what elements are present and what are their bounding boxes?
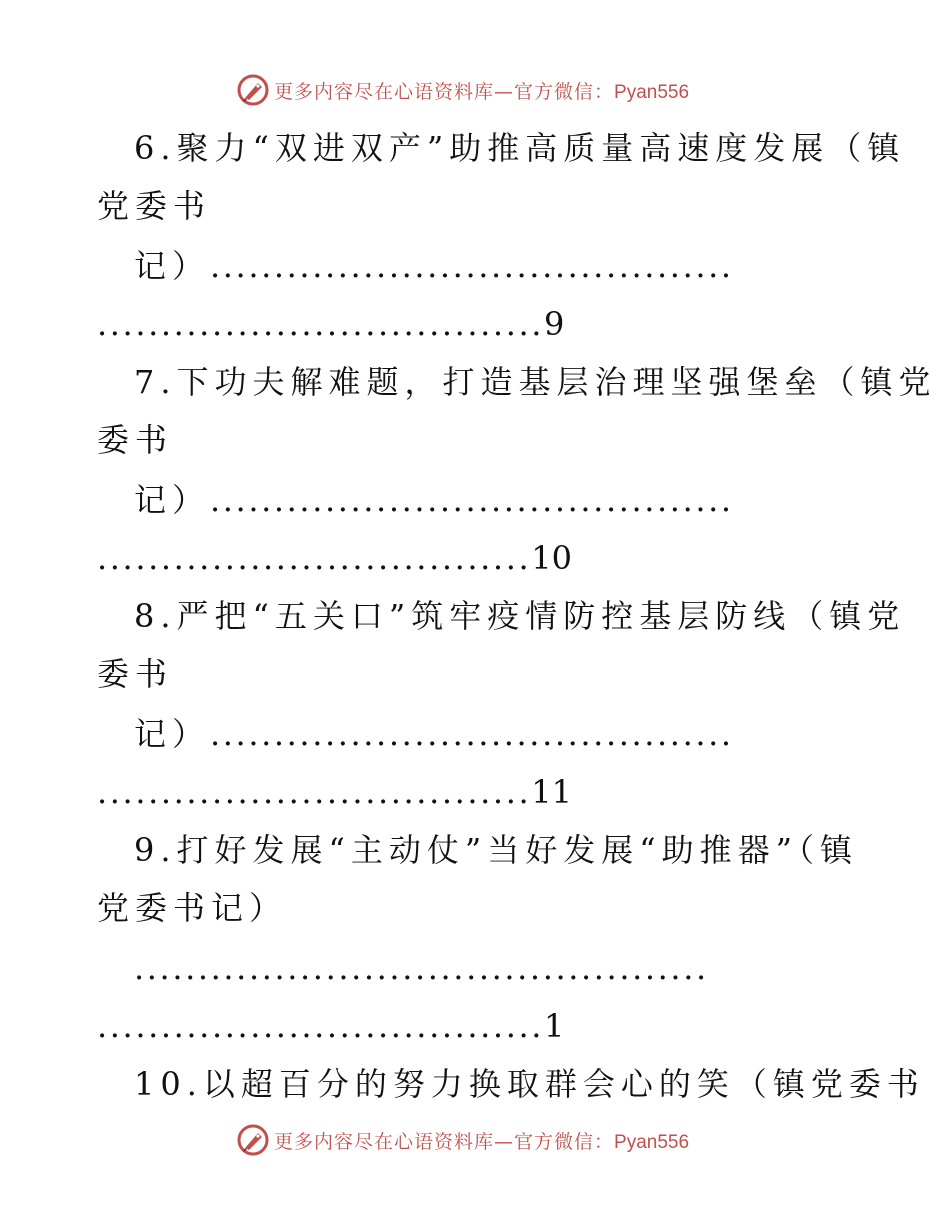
dot-leader: ................................... bbox=[97, 1007, 545, 1045]
dot-leader: ......................................... bbox=[210, 481, 734, 519]
toc-entry-suffix: 记） bbox=[134, 481, 211, 519]
toc-entry-line bbox=[134, 480, 734, 520]
toc-entry-suffix: 记） bbox=[134, 715, 211, 753]
dot-leader: ......................................... bbox=[210, 715, 734, 753]
pen-logo-icon bbox=[236, 73, 270, 107]
toc-entry-title: 8.严把“五关口”筑牢疫情防控基层防线（镇党 bbox=[134, 597, 906, 635]
toc-entry-page-line bbox=[97, 538, 572, 578]
toc-entry-title-cont: 委书 bbox=[97, 421, 174, 459]
toc-entry-page-line bbox=[97, 304, 564, 344]
dot-leader: ................................... bbox=[97, 305, 545, 343]
toc-entry-line bbox=[134, 714, 734, 754]
dot-leader: ............................................. bbox=[134, 949, 709, 987]
toc-entry-title: 10.以超百分的努力换取群会心的笑（镇党委书 bbox=[134, 1065, 925, 1103]
toc-entry-line bbox=[134, 246, 734, 286]
watermark-header bbox=[236, 70, 689, 110]
page-number: 1 bbox=[544, 1007, 565, 1045]
page-number: 10 bbox=[531, 539, 572, 577]
watermark-text: 更多内容尽在心语资料库—官方微信：Pyan556 bbox=[274, 80, 690, 103]
dot-leader: .................................. bbox=[97, 773, 532, 811]
toc-entry-title-cont: 党委书 bbox=[97, 187, 212, 225]
pen-logo-icon bbox=[236, 1123, 270, 1157]
dot-leader: .................................. bbox=[97, 539, 532, 577]
watermark-text: 更多内容尽在心语资料库—官方微信：Pyan556 bbox=[274, 1130, 690, 1153]
toc-entry-title: 7.下功夫解难题，打造基层治理坚强堡垒（镇党 bbox=[134, 363, 937, 401]
toc-entry-page-line bbox=[97, 772, 572, 812]
dot-leader: ......................................... bbox=[210, 247, 734, 285]
toc-entry-title: 9.打好发展“主动仗”当好发展“助推器”（镇 bbox=[134, 831, 858, 869]
page-number: 9 bbox=[544, 305, 565, 343]
watermark-footer bbox=[236, 1120, 689, 1160]
toc-entry-title: 6.聚力“双进双产”助推高质量高速度发展（镇 bbox=[134, 129, 906, 167]
toc-entry-title-cont: 委书 bbox=[97, 655, 174, 693]
toc-entry-title-cont: 党委书记） bbox=[97, 889, 288, 927]
page-number: 11 bbox=[531, 773, 572, 811]
toc-entry-line bbox=[134, 948, 709, 988]
toc-entry-page-line bbox=[97, 1006, 564, 1046]
toc-entry-suffix: 记） bbox=[134, 247, 211, 285]
